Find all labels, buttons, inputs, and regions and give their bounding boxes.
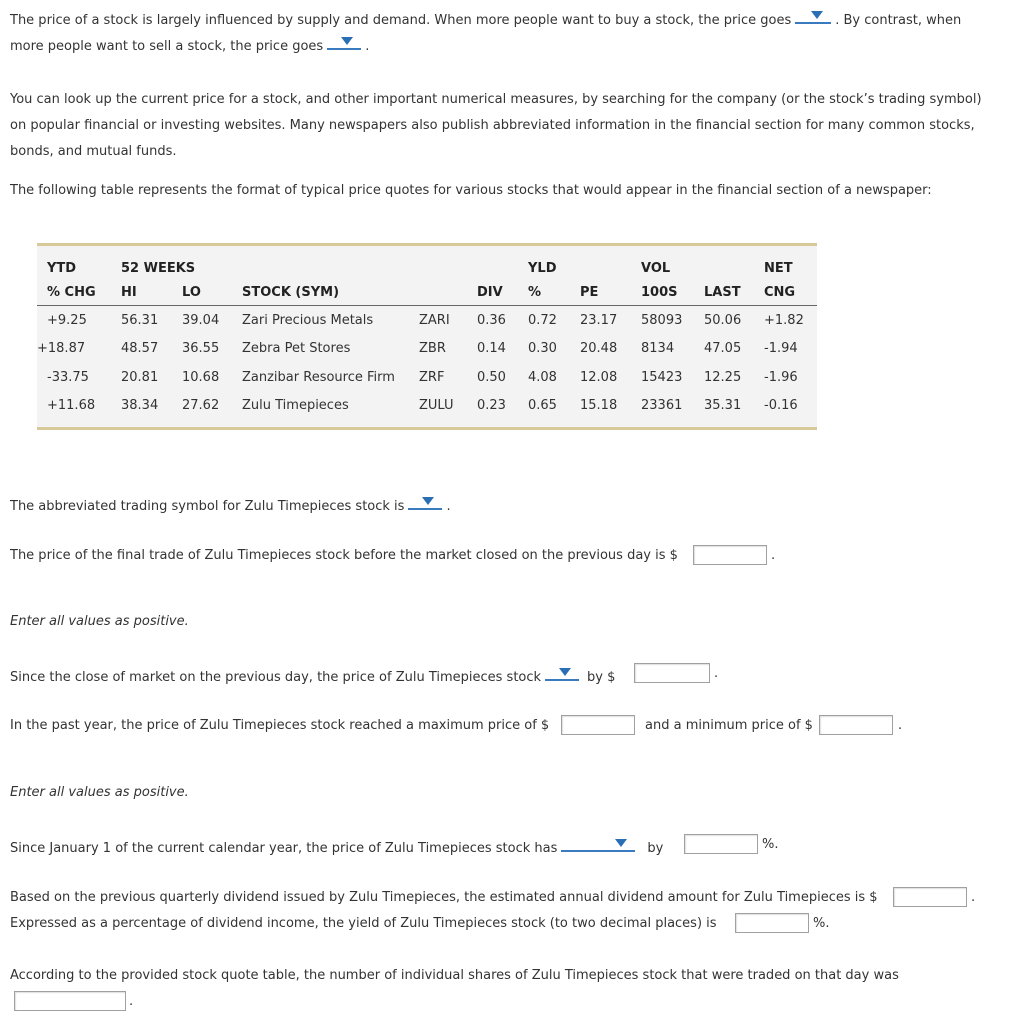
shares-traded-label: According to the provided stock quote table, the number of individual shares of Zulu Timepieces stock that were traded on that day was	[10, 968, 899, 983]
header-yld: YLD	[528, 261, 557, 276]
period: .	[129, 994, 134, 1009]
percent-sign: %.	[762, 837, 779, 852]
daily-change-question: Since the close of market on the previous day, the price of Zulu Timepieces stock by $	[10, 666, 615, 685]
header-ytd: YTD	[47, 261, 77, 276]
header-vol: VOL	[641, 261, 671, 276]
dropdown-arrow-icon	[422, 497, 434, 505]
annual-dividend-label: Based on the previous quarterly dividend issued by Zulu Timepieces, the estimated annual dividend amount for Zulu Timepieces is $	[10, 890, 878, 905]
price-direction-buy-dropdown[interactable]	[795, 9, 831, 24]
dropdown-arrow-icon	[559, 668, 571, 676]
ytd-percent-input[interactable]	[684, 834, 758, 854]
positive-values-note: Enter all values as positive.	[10, 614, 189, 629]
annual-dividend-input[interactable]	[893, 887, 967, 907]
daily-change-amount-input[interactable]	[634, 663, 710, 683]
header-stock-sym: STOCK (SYM)	[242, 285, 340, 300]
dropdown-arrow-icon	[811, 11, 823, 19]
supply-demand-paragraph: The price of a stock is largely influenced by supply and demand. When more people want to buy a stock, the price goes . By contrast, when more people want to sell a stock, the price goes .	[10, 8, 1010, 60]
max-price-label: In the past year, the price of Zulu Timepieces stock reached a maximum price of $	[10, 718, 550, 733]
header-vol-100s: 100S	[641, 285, 678, 300]
symbol-dropdown[interactable]	[408, 495, 442, 510]
header-pct-chg: % CHG	[47, 285, 96, 300]
table-intro-text: The following table represents the format of typical price quotes for various stocks that would appear in the financial section of a newspaper:	[10, 183, 932, 198]
shares-traded-input[interactable]	[14, 991, 126, 1011]
final-trade-price-input[interactable]	[693, 545, 767, 565]
header-div: DIV	[477, 285, 503, 300]
header-52-weeks: 52 WEEKS	[121, 261, 196, 276]
dropdown-arrow-icon	[341, 37, 353, 45]
lookup-paragraph: You can look up the current price for a stock, and other important numerical measures, by searching for the company (or the stock’s trading symbol) on popular financial or investing websites. Many newspapers also publish abbreviated information in the financial section for many common stocks, bonds, and mutual funds.	[10, 92, 982, 159]
header-net-cng: CNG	[764, 285, 796, 300]
header-hi: HI	[121, 285, 137, 300]
header-net: NET	[764, 261, 793, 276]
percent-sign: %.	[813, 916, 830, 931]
header-last: LAST	[704, 285, 741, 300]
positive-values-note: Enter all values as positive.	[10, 785, 189, 800]
symbol-question: The abbreviated trading symbol for Zulu Timepieces stock is .	[10, 495, 451, 514]
price-direction-sell-dropdown[interactable]	[327, 35, 361, 50]
min-price-input[interactable]	[819, 715, 893, 735]
header-divider	[37, 305, 817, 306]
min-price-label: and a minimum price of $	[645, 718, 813, 733]
final-trade-price-label: The price of the final trade of Zulu Timepieces stock before the market closed on the previous day is $	[10, 548, 678, 563]
ytd-change-question: Since January 1 of the current calendar year, the price of Zulu Timepieces stock has by	[10, 837, 663, 856]
period: .	[898, 718, 903, 733]
daily-change-direction-dropdown[interactable]	[545, 666, 579, 681]
max-price-input[interactable]	[561, 715, 635, 735]
period: .	[971, 890, 976, 905]
dropdown-arrow-icon	[615, 839, 627, 847]
header-yld-pct: %	[528, 285, 542, 300]
ytd-direction-dropdown[interactable]	[561, 837, 635, 852]
header-pe: PE	[580, 285, 599, 300]
period: .	[714, 666, 719, 681]
stock-quote-table: YTD 52 WEEKS YLD VOL NET % CHG HI LO STOCK (SYM) DIV % PE 100S LAST CNG +9.25 56.31 39.04 Zari Precious Metals ZARI 0.36 0.72 23.17 58093 50.06 +1.82 +18.87 48.57 36.55 Zebra Pet Stores ZBR 0.14 0.30 20.48 8134 47.05 -1.94 -33.75 20.81 10.68 Zanzibar Resource Firm ZRF 0.50 4.08 12.08 15423 12.25 -1.96 +11.68 38.34 27.62 Zulu Timepieces ZULU 0.23 0.65 15.18 23361 35.31 -0.16	[37, 243, 817, 430]
header-lo: LO	[182, 285, 201, 300]
yield-label: Expressed as a percentage of dividend income, the yield of Zulu Timepieces stock (to two decimal places) is	[10, 916, 717, 931]
period: .	[771, 548, 776, 563]
yield-percent-input[interactable]	[735, 913, 809, 933]
